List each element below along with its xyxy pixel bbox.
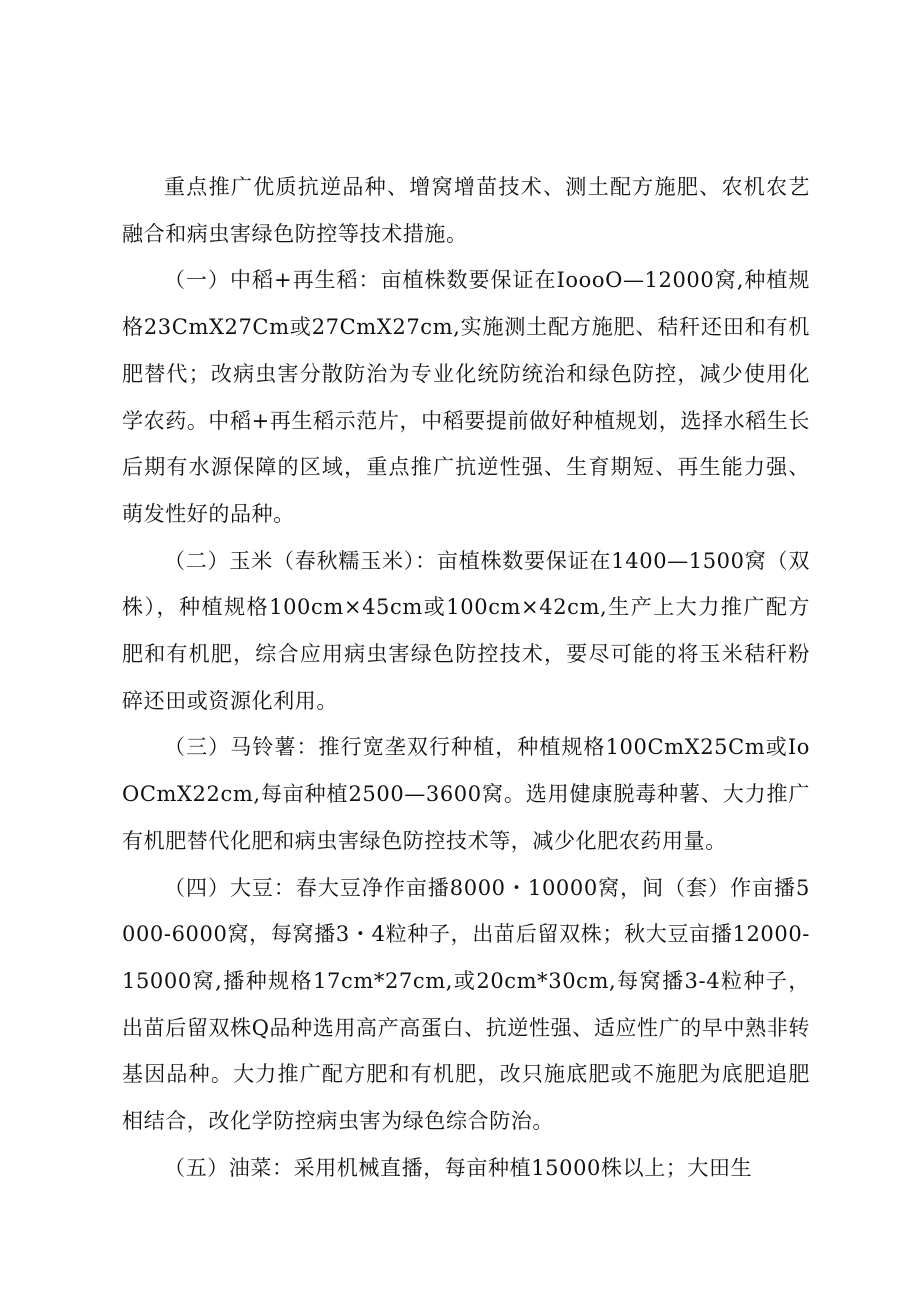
document-body [122,164,810,1191]
paragraph-rapeseed: （五）油菜：采用机械直播，每亩种植15000株以上；大田生 [164,1155,753,1180]
paragraph-potato: （三）马铃薯：推行宽垄双行种植，种植规格100CmX25Cm或IoOCmX22cm,每亩种植2500—3600窝。选用健康脱毒种薯、大力推广有机肥替代化肥和病虫害绿色防控技术等，减少化肥农药用量。 [122,735,810,853]
paragraph-soybean: （四）大豆：春大豆净作亩播8000・10000窝，间（套）作亩播5000-6000窝，每窝播3・4粒种子，出苗后留双株；秋大豆亩播12000-15000窝,播种规格17cm*27cm,或20cm*30cm,每窝播3-4粒种子，出苗后留双株Q品种选用高产高蛋白、抗逆性强、适应性广的早中熟非转基因品种。大力推广配方肥和有机肥，改只施底肥或不施肥为底肥追肥相结合，改化学防控病虫害为绿色综合防治。 [122,875,810,1134]
paragraph-corn: （二）玉米（春秋糯玉米）：亩植株数要保证在1400—1500窝（双株），种植规格100cm×45cm或100cm×42cm,生产上大力推广配方肥和有机肥，综合应用病虫害绿色防控技术，要尽可能的将玉米秸秆粉碎还田或资源化利用。 [122,548,810,713]
paragraph-intro: 重点推广优质抗逆品种、增窝增苗技术、测土配方施肥、农机农艺融合和病虫害绿色防控等技术措施。 [122,175,810,246]
paragraph-rice: （一）中稻+再生稻：亩植株数要保证在IoooO—12000窝,种植规格23CmX27Cm或27CmX27cm,实施测土配方施肥、秸秆还田和有机肥替代；改病虫害分散防治为专业化统防统治和绿色防控，减少使用化学农药。中稻+再生稻示范片，中稻要提前做好种植规划，选择水稻生长后期有水源保障的区域，重点推广抗逆性强、生育期短、再生能力强、萌发性好的品种。 [122,268,810,526]
